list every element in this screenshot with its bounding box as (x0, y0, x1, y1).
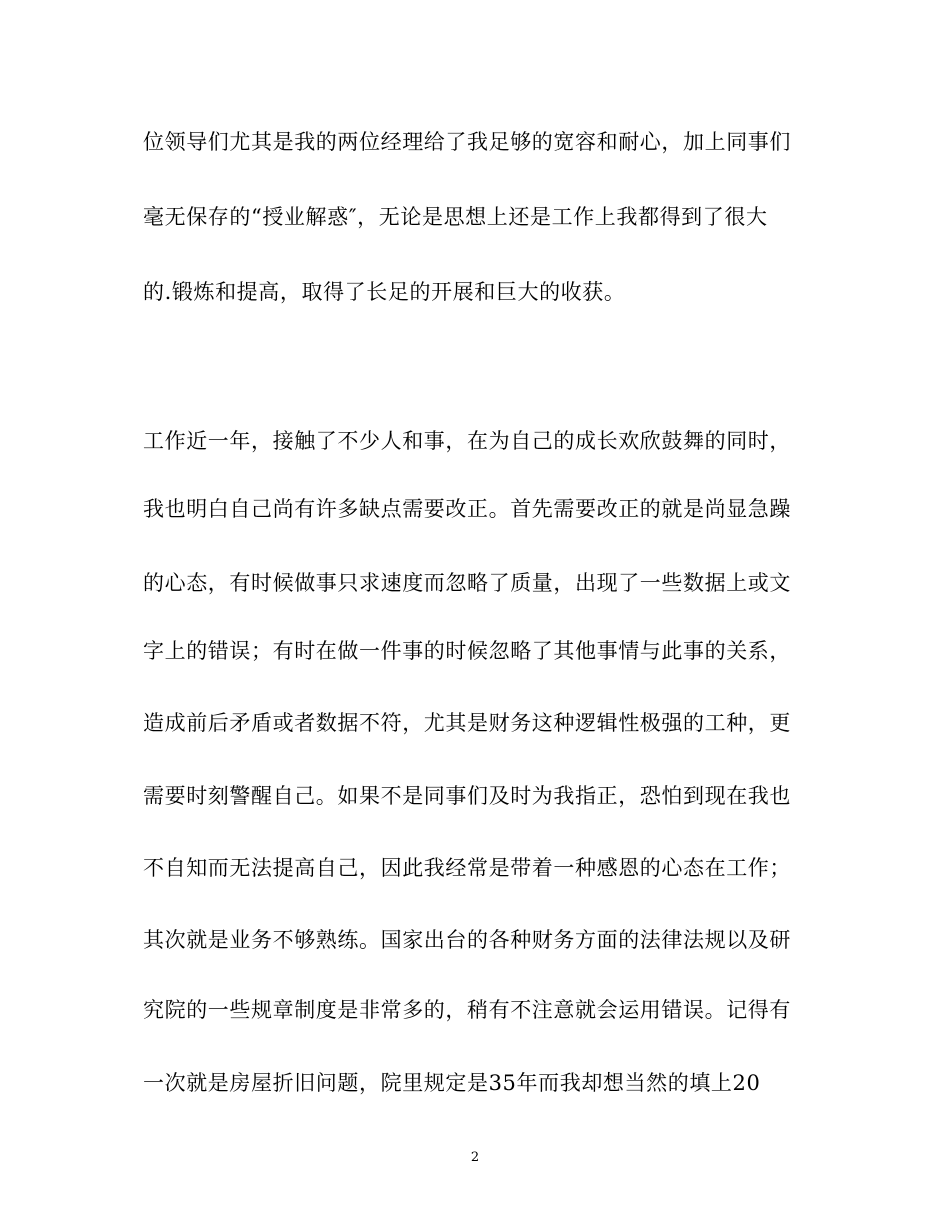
text-line: 需要时刻警醒自己。如果不是同事们及时为我指正，恐怕到现在我也 (143, 784, 791, 808)
text-line: 造成前后矛盾或者数据不符，尤其是财务这种逻辑性极强的工种，更 (143, 711, 791, 735)
text-line: 位领导们尤其是我的两位经理给了我足够的宽容和耐心，加上同事们 (143, 130, 791, 154)
text-line: 一次就是房屋折旧问题，院里规定是35年而我却想当然的填上20 (143, 1071, 761, 1095)
page-number: 2 (470, 1150, 480, 1165)
text-line: 的心态，有时候做事只求速度而忽略了质量，出现了一些数据上或文 (143, 571, 791, 595)
text-line: 其次就是业务不够熟练。国家出台的各种财务方面的法律法规以及研 (143, 928, 791, 952)
text-line: 的.锻炼和提高，取得了长足的开展和巨大的收获。 (143, 280, 626, 304)
text-line: 我也明白自己尚有许多缺点需要改正。首先需要改正的就是尚显急躁 (143, 497, 791, 521)
text-line: 不自知而无法提高自己，因此我经常是带着一种感恩的心态在工作； (143, 856, 791, 880)
text-line: 究院的一些规章制度是非常多的，稍有不注意就会运用错误。记得有 (143, 998, 791, 1022)
text-line: 毫无保存的“授业解惑″，无论是思想上还是工作上我都得到了很大 (143, 205, 768, 229)
text-line: 工作近一年，接触了不少人和事，在为自己的成长欢欣鼓舞的同时， (143, 429, 791, 453)
text-line: 字上的错误；有时在做一件事的时候忽略了其他事情与此事的关系， (143, 639, 791, 663)
